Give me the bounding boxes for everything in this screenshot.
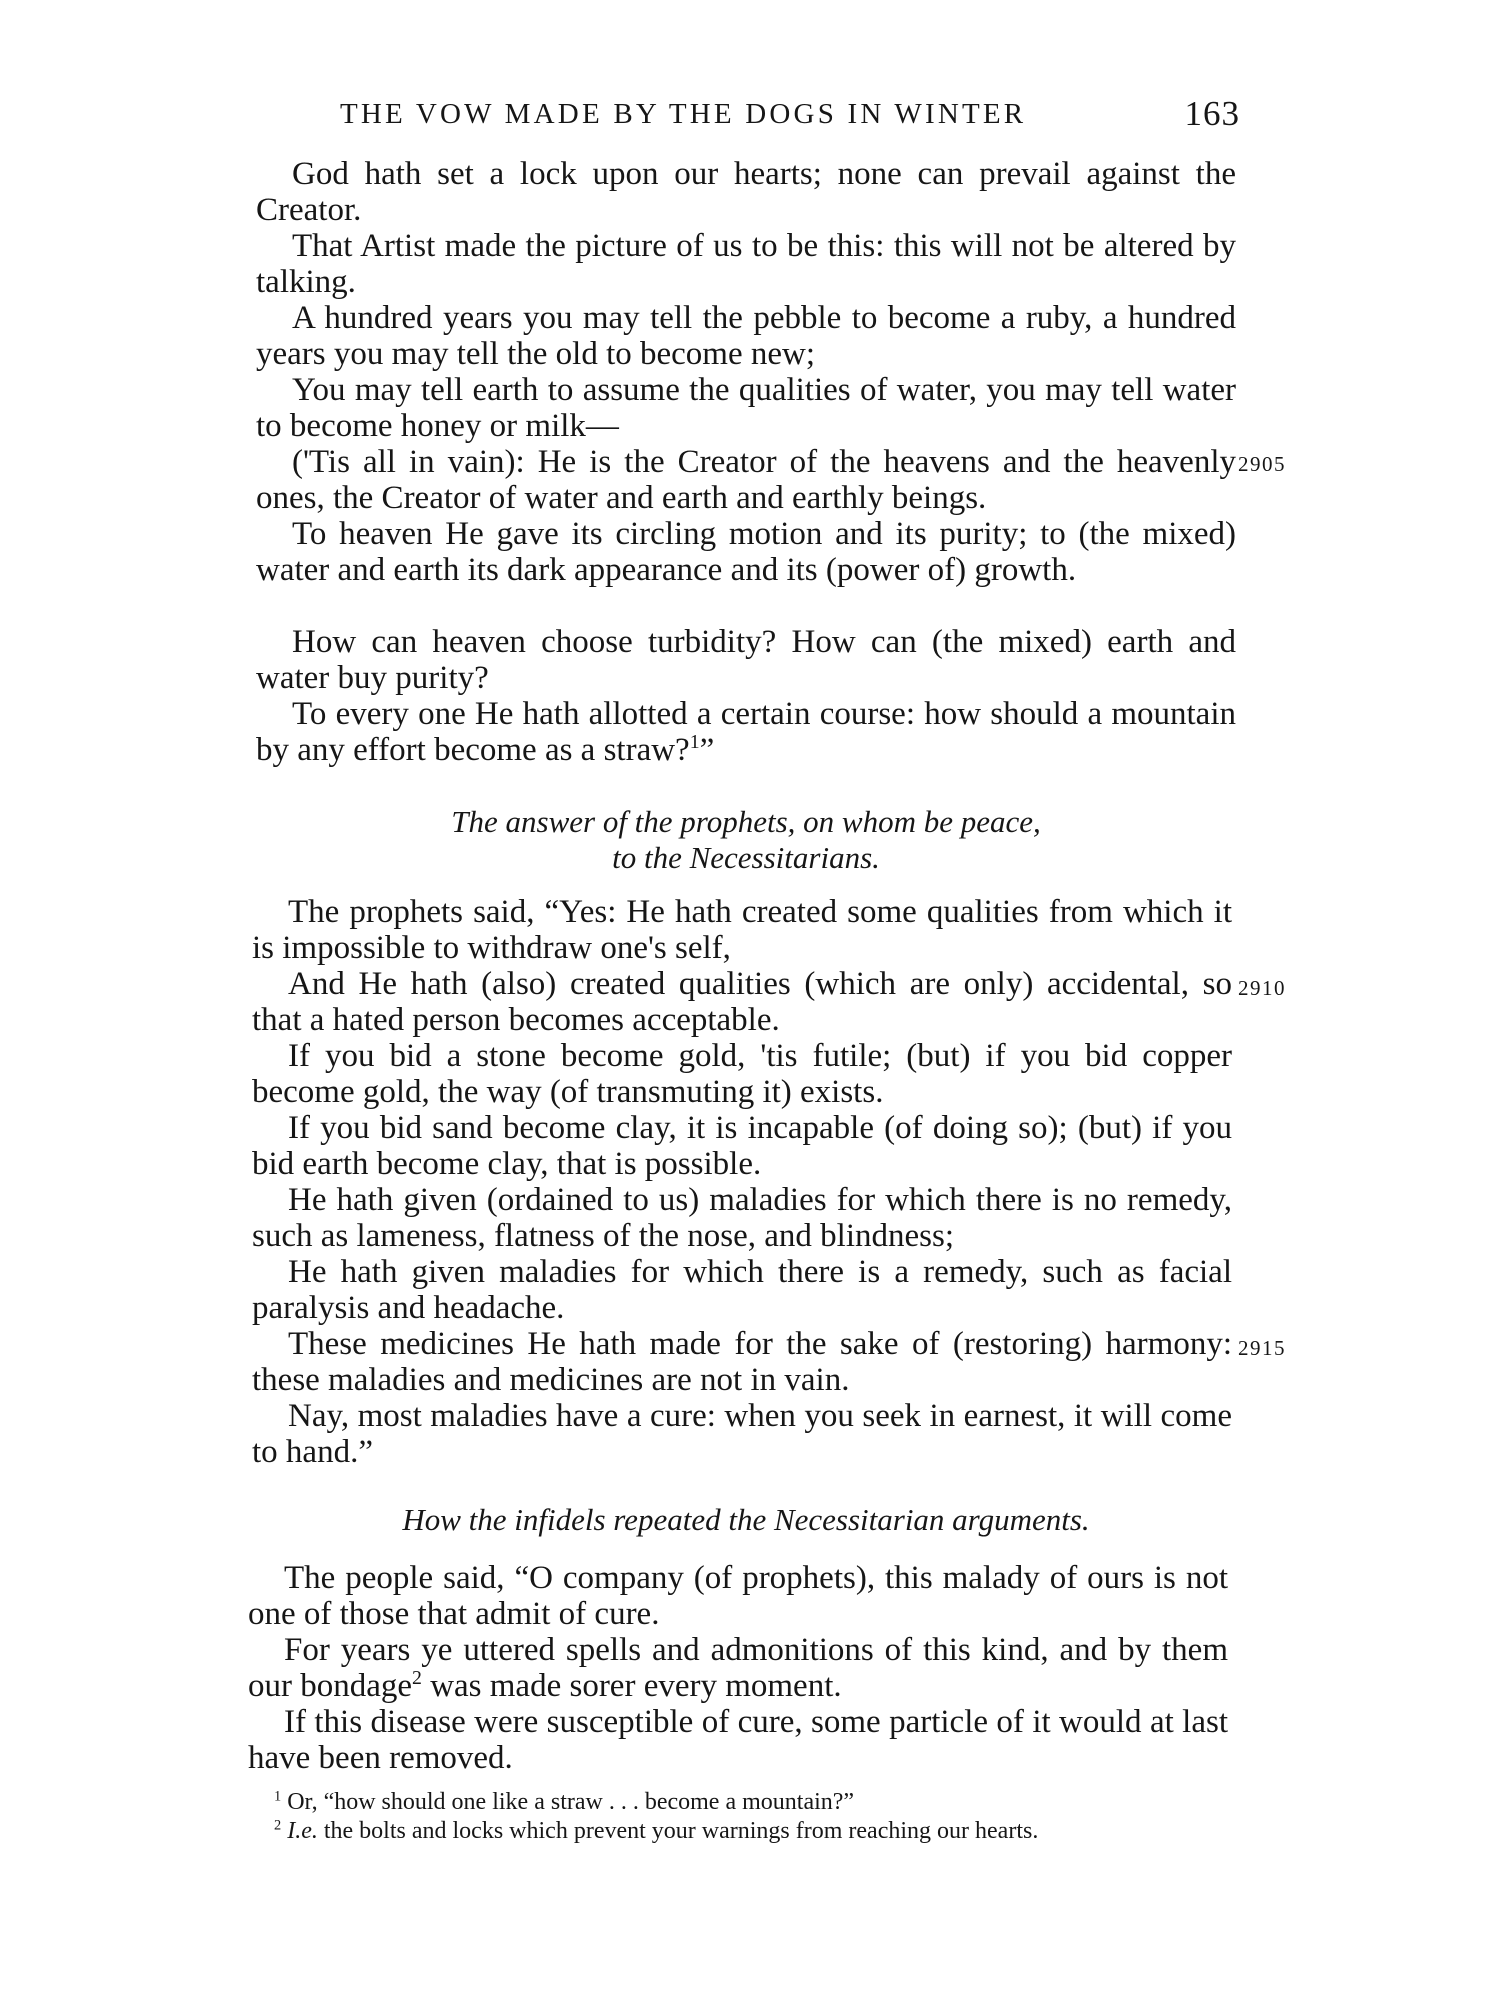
footnote-ref: 2 <box>412 1667 422 1690</box>
verse <box>248 1632 1228 1704</box>
verse: That Artist made the picture of us to be this: this will not be altered by talking. <box>256 228 1236 300</box>
closing-quote: ” <box>699 732 715 768</box>
verse: If you bid sand become clay, it is incapable (of doing so); (but) if you bid earth become clay, that is possible. <box>252 1110 1232 1182</box>
verse: These medicines He hath made for the sake of (restoring) harmony: these maladies and medicines are not in vain. <box>252 1326 1232 1398</box>
line-number: 2910 <box>1238 976 1286 1000</box>
verse: If this disease were susceptible of cure, some particle of it would at last have been removed. <box>248 1704 1228 1776</box>
section-heading <box>256 1502 1236 1538</box>
footnote-text: the bolts and locks which prevent your warnings from reaching our hearts. <box>323 1818 1039 1844</box>
line-number: 2905 <box>1238 452 1286 476</box>
running-head <box>340 94 1240 133</box>
verse: A hundred years you may tell the pebble to become a ruby, a hundred years you may tell the old to become new; <box>256 300 1236 372</box>
footnote <box>244 1817 1234 1846</box>
section-heading <box>256 804 1236 876</box>
heading-line: How the infidels repeated the Necessitarian arguments. <box>402 1502 1090 1537</box>
footnote <box>244 1788 1234 1817</box>
verse-text: For years ye uttered spells and admonitions of this kind, and by them our bondage <box>248 1632 1228 1704</box>
page-number: 163 <box>1184 94 1240 133</box>
footnote-ref: 1 <box>689 731 700 754</box>
verse: He hath given (ordained to us) maladies for which there is no remedy, such as lameness, flatness of the nose, and blindness; <box>252 1182 1232 1254</box>
footnote-abbreviation: I.e. <box>287 1818 318 1844</box>
verse: You may tell earth to assume the qualities of water, you may tell water to become honey or milk— <box>256 372 1236 444</box>
verse: To heaven He gave its circling motion and its purity; to (the mixed) water and earth its dark appearance and its (power of) growth. <box>256 516 1236 588</box>
footnote-mark: 2 <box>274 1817 282 1834</box>
heading-line: to the Necessitarians. <box>612 840 880 875</box>
verse: The people said, “O company (of prophets), this malady of ours is not one of those that admit of cure. <box>248 1560 1228 1632</box>
verse: Nay, most maladies have a cure: when you seek in earnest, it will come to hand.” <box>252 1398 1232 1470</box>
footnote-mark: 1 <box>274 1788 282 1805</box>
verse: ('Tis all in vain): He is the Creator of the heavens and the heavenly ones, the Creator of water and earth and earthly beings. <box>256 444 1236 516</box>
line-number: 2915 <box>1238 1336 1286 1360</box>
running-head-title: THE VOW MADE BY THE DOGS IN WINTER <box>340 98 1027 130</box>
heading-line: The answer of the prophets, on whom be peace, <box>451 804 1041 839</box>
verse: How can heaven choose turbidity? How can (the mixed) earth and water buy purity? <box>256 624 1236 696</box>
verse-text: was made sorer every moment. <box>430 1668 842 1704</box>
footnotes <box>244 1788 1234 1846</box>
verse-text: To every one He hath allotted a certain course: how should a mountain by any effort become as a straw? <box>256 696 1236 768</box>
verse: The prophets said, “Yes: He hath created some qualities from which it is impossible to withdraw one's self, <box>252 894 1232 966</box>
verse: God hath set a lock upon our hearts; none can prevail against the Creator. <box>256 156 1236 228</box>
verse: He hath given maladies for which there is a remedy, such as facial paralysis and headache. <box>252 1254 1232 1326</box>
verse: And He hath (also) created qualities (which are only) accidental, so that a hated person becomes acceptable. <box>252 966 1232 1038</box>
verse: If you bid a stone become gold, 'tis futile; (but) if you bid copper become gold, the way (of transmuting it) exists. <box>252 1038 1232 1110</box>
verse <box>256 696 1236 768</box>
footnote-text: Or, “how should one like a straw . . . become a mountain?” <box>287 1789 855 1815</box>
